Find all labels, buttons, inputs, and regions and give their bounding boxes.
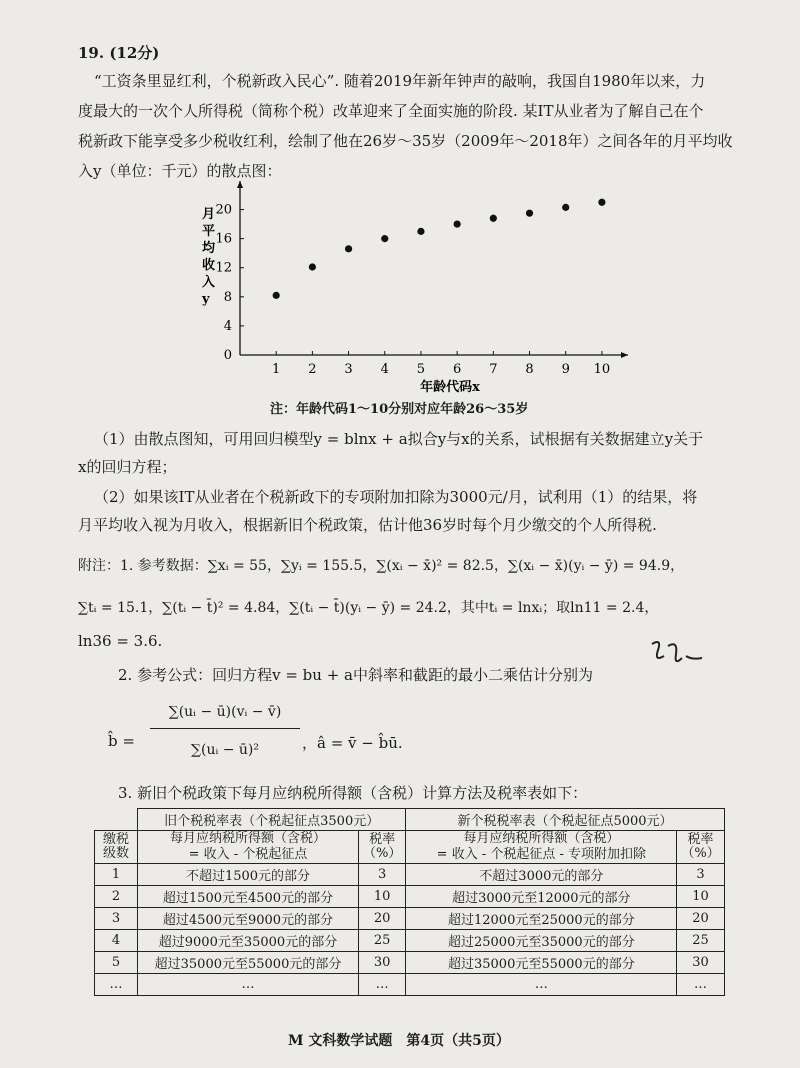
old-income-header-line: 每月应纳税所得额（含税） — [169, 831, 326, 846]
x-tick-label: 5 — [416, 362, 426, 377]
table-row — [95, 974, 725, 996]
table-cell: 超过35000元至55000元的部分 — [138, 952, 359, 974]
table-cell: 不超过3000元的部分 — [406, 864, 677, 886]
table-row — [95, 864, 725, 886]
data-point — [345, 245, 352, 252]
x-tick-label: 7 — [489, 362, 498, 377]
y-tick-label: 12 — [215, 260, 232, 276]
formula-b-label: b̂ = — [108, 732, 135, 750]
part-1: x的回归方程； — [78, 458, 177, 476]
y-tick-label: 16 — [215, 231, 232, 247]
table-cell: 10 — [677, 886, 724, 908]
formula-denominator: ∑(uᵢ − ū)² — [190, 742, 259, 758]
data-point — [273, 292, 280, 299]
x-tick-label: 6 — [453, 362, 462, 377]
chart-note: 注：年龄代码1～10分别对应年龄26～35岁 — [270, 402, 529, 417]
new-income-header-line: 每月应纳税所得额（含税） — [463, 831, 620, 846]
y-tick-label: 8 — [223, 289, 232, 305]
x-axis-label: 年龄代码x — [420, 380, 480, 395]
reference-data: ∑tᵢ = 15.1，∑(tᵢ − t̄)² = 4.84，∑(tᵢ − t̄)(yᵢ − ȳ) = 24.2，其中tᵢ = lnxᵢ；取ln11 = 2.4， — [78, 600, 659, 616]
old-income-header-line: = 收入 - 个税起征点 — [188, 847, 308, 862]
table-cell: … — [138, 974, 359, 996]
table-cell: 3 — [677, 864, 724, 886]
x-tick-label: 10 — [593, 362, 611, 377]
x-tick-label: 9 — [561, 362, 570, 377]
old-rate-header: 税率（%） — [359, 831, 406, 864]
table-cell: 超过12000元至25000元的部分 — [406, 908, 677, 930]
table-cell: 超过3000元至12000元的部分 — [406, 886, 677, 908]
y-tick-label: 4 — [223, 318, 232, 334]
part-2: 月平均收入视为月收入，根据新旧个税政策，估计他36岁时每个月少缴交的个人所得税. — [78, 516, 657, 534]
handwritten-scribble — [648, 636, 708, 672]
new-table-title: 新个税税率表（个税起征点5000元） — [406, 809, 724, 831]
table-cell: 4 — [95, 930, 138, 952]
table-row — [95, 930, 725, 952]
question-para: 税新政下能享受多少税收红利，绘制了他在26岁～35岁（2009年～2018年）之间各年的月平均收 — [78, 132, 733, 150]
x-tick-label: 8 — [525, 362, 534, 377]
table-row — [95, 886, 725, 908]
table-cell: 20 — [359, 908, 406, 930]
table-cell: 25 — [359, 930, 406, 952]
question-para: “工资条里显红利，个税新政入民心”. 随着2019年新年钟声的敲响，我国自1980年以来，力 — [94, 72, 706, 90]
data-point — [490, 215, 497, 222]
new-income-header — [406, 831, 677, 864]
table-cell: 1 — [95, 864, 138, 886]
x-tick-label: 3 — [344, 362, 353, 377]
table-cell: 5 — [95, 952, 138, 974]
question-para: 入y（单位：千元）的散点图： — [78, 162, 282, 180]
question-header: 19. (12分) — [78, 44, 160, 62]
data-point — [526, 210, 533, 217]
new-income-header-line: = 收入 - 个税起征点 - 专项附加扣除 — [436, 847, 647, 862]
question-para: 度最大的一次个人所得税（简称个税）改革迎来了全面实施的阶段. 某IT从业者为了解自己在个 — [78, 102, 704, 120]
table-row — [95, 952, 725, 974]
x-tick-label: 4 — [380, 362, 389, 377]
table-cell: 超过35000元至55000元的部分 — [406, 952, 677, 974]
x-tick-label: 2 — [308, 362, 317, 377]
table-cell: 不超过1500元的部分 — [138, 864, 359, 886]
reference-data: ln36 = 3.6. — [78, 632, 163, 650]
data-point — [598, 199, 605, 206]
table-cell: … — [95, 974, 138, 996]
level-header: 缴税级数 — [95, 831, 138, 864]
table-cell: 超过4500元至9000元的部分 — [138, 908, 359, 930]
table-cell: 超过1500元至4500元的部分 — [138, 886, 359, 908]
table-cell: 20 — [677, 908, 724, 930]
formula-numerator: ∑(uᵢ − ū)(vᵢ − v̄) — [168, 704, 282, 720]
y-tick-label: 0 — [223, 348, 232, 363]
x-axis-arrow — [621, 352, 628, 358]
table-cell: 3 — [95, 908, 138, 930]
part-1: （1）由散点图知，可用回归模型y = blnx + a拟合y与x的关系，试根据有关数据建立y关于 — [94, 430, 704, 448]
reference-data: 附注：1. 参考数据：∑xᵢ = 55，∑yᵢ = 155.5，∑(xᵢ − x̄)² = 82.5，∑(xᵢ − x̄)(yᵢ − ȳ) = 94.9， — [78, 558, 685, 574]
table-cell: 10 — [359, 886, 406, 908]
formula-a: ，â = v̄ − b̂ū. — [302, 734, 403, 752]
data-point — [417, 228, 424, 235]
table-row — [95, 908, 725, 930]
data-point — [309, 263, 316, 270]
table-cell: 2 — [95, 886, 138, 908]
y-axis-arrow — [237, 181, 243, 188]
table-cell: … — [359, 974, 406, 996]
tax-rate-table — [94, 808, 725, 996]
x-tick-label: 1 — [272, 362, 281, 377]
scatter-chart — [190, 180, 640, 395]
table-cell: 3 — [359, 864, 406, 886]
table-cell: 30 — [677, 952, 724, 974]
y-tick-label: 20 — [215, 202, 232, 218]
table-cell: 超过9000元至35000元的部分 — [138, 930, 359, 952]
old-table-title: 旧个税税率表（个税起征点3500元） — [138, 809, 406, 831]
fraction-bar — [150, 728, 300, 729]
table-cell: 超过25000元至35000元的部分 — [406, 930, 677, 952]
table-cell: 25 — [677, 930, 724, 952]
data-point — [381, 235, 388, 242]
new-rate-header: 税率（%） — [677, 831, 724, 864]
table-intro: 3. 新旧个税政策下每月应纳税所得额（含税）计算方法及税率表如下： — [118, 784, 588, 802]
table-cell: … — [406, 974, 677, 996]
y-axis-label: 月平均收入 y — [202, 207, 216, 307]
data-point — [454, 220, 461, 227]
table-cell: 30 — [359, 952, 406, 974]
old-income-header — [138, 831, 359, 864]
data-point — [562, 204, 569, 211]
formula-intro: 2. 参考公式：回归方程v = bu + a中斜率和截距的最小二乘估计分别为 — [118, 666, 593, 684]
table-cell: … — [677, 974, 724, 996]
part-2: （2）如果该IT从业者在个税新政下的专项附加扣除为3000元/月，试利用（1）的结果，将 — [94, 488, 698, 506]
page-footer: M 文科数学试题 第4页（共5页） — [288, 1033, 510, 1049]
